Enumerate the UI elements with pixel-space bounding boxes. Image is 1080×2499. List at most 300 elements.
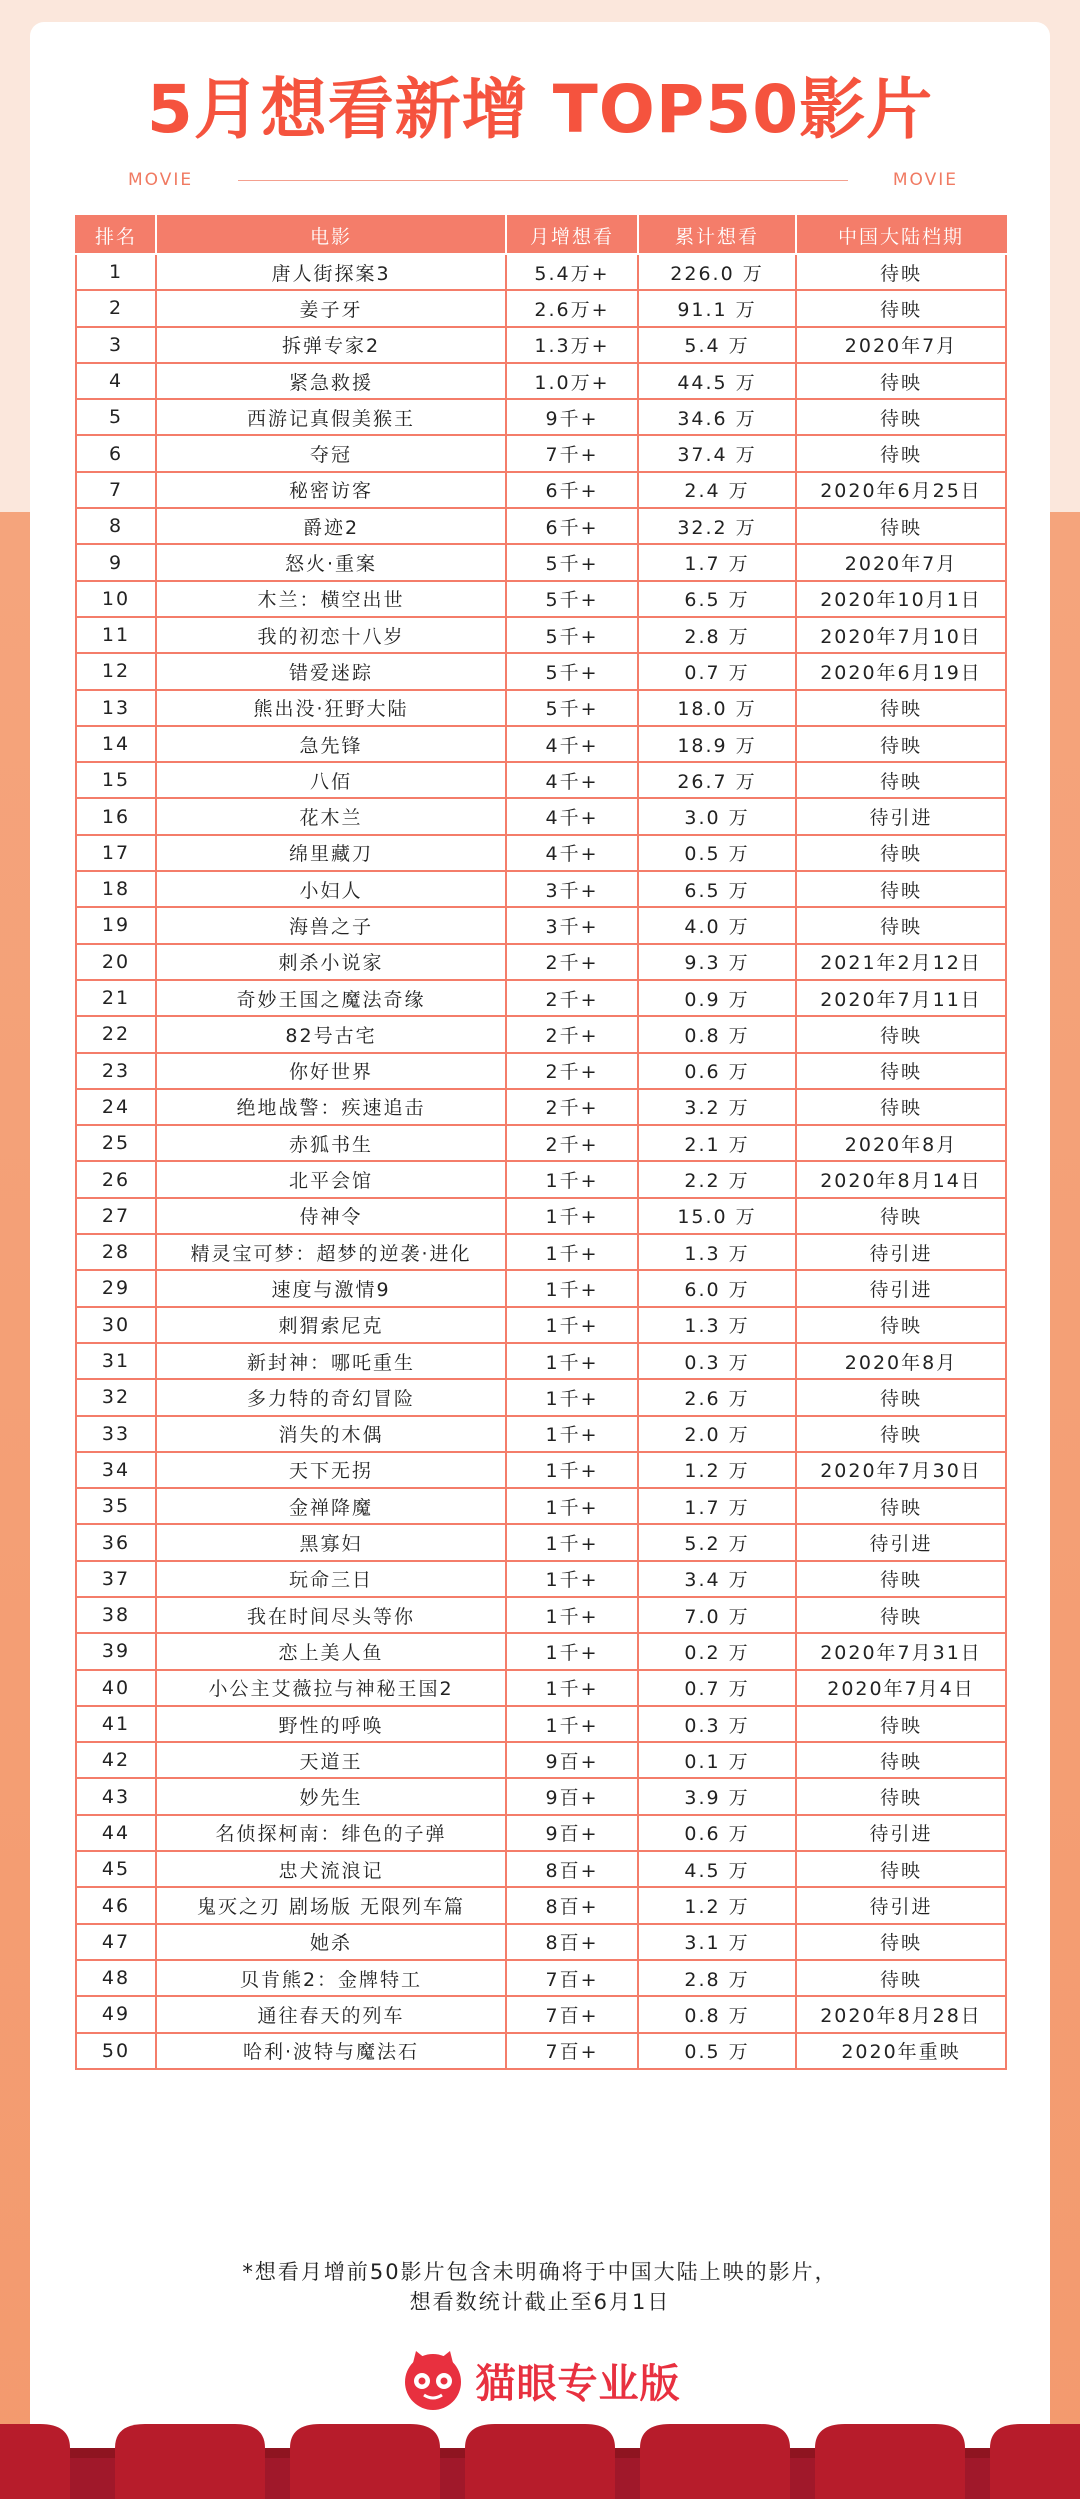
- monthly-wants-cell: 2千+: [506, 980, 638, 1016]
- total-wants-cell: 6.5 万: [638, 871, 796, 907]
- release-date-cell: 2020年重映: [796, 2033, 1006, 2069]
- movie-title-cell: 野性的呼唤: [156, 1706, 506, 1742]
- total-wants-cell: 32.2 万: [638, 508, 796, 544]
- total-wants-cell: 2.8 万: [638, 617, 796, 653]
- release-date-cell: 待映: [796, 835, 1006, 871]
- movie-title-cell: 玩命三日: [156, 1561, 506, 1597]
- total-wants-cell: 0.5 万: [638, 835, 796, 871]
- footnote: [30, 2257, 1050, 2317]
- release-date-cell: 待引进: [796, 1524, 1006, 1560]
- rank-cell: 37: [76, 1561, 156, 1597]
- release-date-cell: 待映: [796, 1706, 1006, 1742]
- rank-cell: 9: [76, 544, 156, 580]
- total-wants-cell: 34.6 万: [638, 399, 796, 435]
- movie-title-cell: 通往春天的列车: [156, 1996, 506, 2032]
- rank-cell: 21: [76, 980, 156, 1016]
- monthly-wants-cell: 1千+: [506, 1270, 638, 1306]
- table-row: [76, 690, 1006, 726]
- rank-cell: 42: [76, 1742, 156, 1778]
- movie-divider: [128, 170, 958, 190]
- rank-cell: 15: [76, 762, 156, 798]
- release-date-cell: 待映: [796, 1198, 1006, 1234]
- release-date-cell: 待映: [796, 1089, 1006, 1125]
- monthly-wants-cell: 8百+: [506, 1924, 638, 1960]
- release-date-cell: 待映: [796, 1416, 1006, 1452]
- col-header-movie: 电影: [156, 216, 506, 254]
- table-row: [76, 1488, 1006, 1524]
- movie-title-cell: 你好世界: [156, 1053, 506, 1089]
- release-date-cell: 2020年7月10日: [796, 617, 1006, 653]
- monthly-wants-cell: 1千+: [506, 1488, 638, 1524]
- release-date-cell: 待映: [796, 762, 1006, 798]
- total-wants-cell: 9.3 万: [638, 944, 796, 980]
- movie-title-cell: 精灵宝可梦：超梦的逆袭·进化: [156, 1234, 506, 1270]
- table-row: [76, 254, 1006, 290]
- total-wants-cell: 3.9 万: [638, 1778, 796, 1814]
- table-row: [76, 1706, 1006, 1742]
- total-wants-cell: 37.4 万: [638, 435, 796, 471]
- table-row: [76, 1960, 1006, 1996]
- rank-cell: 2: [76, 290, 156, 326]
- monthly-wants-cell: 6千+: [506, 472, 638, 508]
- cinema-seats-decoration: [0, 2418, 1080, 2499]
- table-row: [76, 980, 1006, 1016]
- release-date-cell: 待映: [796, 254, 1006, 290]
- movie-title-cell: 赤狐书生: [156, 1125, 506, 1161]
- table-row: [76, 1996, 1006, 2032]
- total-wants-cell: 1.2 万: [638, 1452, 796, 1488]
- release-date-cell: 待映: [796, 1307, 1006, 1343]
- rank-cell: 28: [76, 1234, 156, 1270]
- monthly-wants-cell: 9千+: [506, 399, 638, 435]
- rank-cell: 47: [76, 1924, 156, 1960]
- table-row: [76, 472, 1006, 508]
- rank-cell: 46: [76, 1887, 156, 1923]
- movie-title-cell: 西游记真假美猴王: [156, 399, 506, 435]
- table-row: [76, 1561, 1006, 1597]
- total-wants-cell: 2.8 万: [638, 1960, 796, 1996]
- total-wants-cell: 2.4 万: [638, 472, 796, 508]
- rank-cell: 11: [76, 617, 156, 653]
- release-date-cell: 待映: [796, 1561, 1006, 1597]
- total-wants-cell: 6.0 万: [638, 1270, 796, 1306]
- rank-cell: 5: [76, 399, 156, 435]
- table-row: [76, 871, 1006, 907]
- rank-cell: 45: [76, 1851, 156, 1887]
- movie-title-cell: 名侦探柯南：绯色的子弹: [156, 1815, 506, 1851]
- monthly-wants-cell: 1千+: [506, 1452, 638, 1488]
- monthly-wants-cell: 1千+: [506, 1379, 638, 1415]
- table-row: [76, 1524, 1006, 1560]
- total-wants-cell: 3.1 万: [638, 1924, 796, 1960]
- total-wants-cell: 15.0 万: [638, 1198, 796, 1234]
- monthly-wants-cell: 7百+: [506, 2033, 638, 2069]
- movie-title-cell: 哈利·波特与魔法石: [156, 2033, 506, 2069]
- table-row: [76, 1307, 1006, 1343]
- total-wants-cell: 2.2 万: [638, 1161, 796, 1197]
- movie-title-cell: 天下无拐: [156, 1452, 506, 1488]
- monthly-wants-cell: 2.6万+: [506, 290, 638, 326]
- rank-cell: 13: [76, 690, 156, 726]
- brand-logo: [30, 2347, 1050, 2417]
- rank-cell: 32: [76, 1379, 156, 1415]
- movie-title-cell: 刺猬索尼克: [156, 1307, 506, 1343]
- total-wants-cell: 2.6 万: [638, 1379, 796, 1415]
- movie-title-cell: 八佰: [156, 762, 506, 798]
- table-row: [76, 1742, 1006, 1778]
- movie-title-cell: 新封神：哪吒重生: [156, 1343, 506, 1379]
- movie-title-cell: 奇妙王国之魔法奇缘: [156, 980, 506, 1016]
- movie-title-cell: 天道王: [156, 1742, 506, 1778]
- movie-title-cell: 花木兰: [156, 798, 506, 834]
- monthly-wants-cell: 5千+: [506, 690, 638, 726]
- table-row: [76, 1234, 1006, 1270]
- rank-cell: 19: [76, 907, 156, 943]
- release-date-cell: 2020年6月25日: [796, 472, 1006, 508]
- brand-name: 猫眼专业版: [475, 2360, 681, 2407]
- release-date-cell: 待映: [796, 726, 1006, 762]
- movie-title-cell: 北平会馆: [156, 1161, 506, 1197]
- table-row: [76, 1670, 1006, 1706]
- movie-title-cell: 金禅降魔: [156, 1488, 506, 1524]
- rank-cell: 14: [76, 726, 156, 762]
- movie-title-cell: 妙先生: [156, 1778, 506, 1814]
- movie-title-cell: 绵里藏刀: [156, 835, 506, 871]
- movie-title-cell: 我在时间尽头等你: [156, 1597, 506, 1633]
- monthly-wants-cell: 1千+: [506, 1161, 638, 1197]
- release-date-cell: 待映: [796, 399, 1006, 435]
- release-date-cell: 2020年7月: [796, 327, 1006, 363]
- table-row: [76, 1778, 1006, 1814]
- col-header-monthly-wants: 月增想看: [506, 216, 638, 254]
- release-date-cell: 待引进: [796, 1815, 1006, 1851]
- release-date-cell: 2020年8月: [796, 1125, 1006, 1161]
- rank-cell: 26: [76, 1161, 156, 1197]
- col-header-total-wants: 累计想看: [638, 216, 796, 254]
- table-row: [76, 1016, 1006, 1052]
- table-row: [76, 1198, 1006, 1234]
- rank-cell: 35: [76, 1488, 156, 1524]
- total-wants-cell: 5.2 万: [638, 1524, 796, 1560]
- movie-title-cell: 鬼灭之刃 剧场版 无限列车篇: [156, 1887, 506, 1923]
- table-row: [76, 327, 1006, 363]
- total-wants-cell: 18.0 万: [638, 690, 796, 726]
- rank-cell: 3: [76, 327, 156, 363]
- total-wants-cell: 1.3 万: [638, 1234, 796, 1270]
- release-date-cell: 待映: [796, 690, 1006, 726]
- table-row: [76, 399, 1006, 435]
- rank-cell: 7: [76, 472, 156, 508]
- movie-title-cell: 怒火·重案: [156, 544, 506, 580]
- release-date-cell: 待映: [796, 1778, 1006, 1814]
- table-header-row: [76, 216, 1006, 254]
- rank-cell: 36: [76, 1524, 156, 1560]
- table-row: [76, 1597, 1006, 1633]
- total-wants-cell: 0.7 万: [638, 653, 796, 689]
- table-row: [76, 762, 1006, 798]
- divider-rule: [238, 180, 848, 181]
- table-row: [76, 1089, 1006, 1125]
- total-wants-cell: 0.9 万: [638, 980, 796, 1016]
- rank-cell: 18: [76, 871, 156, 907]
- rank-cell: 49: [76, 1996, 156, 2032]
- rank-cell: 4: [76, 363, 156, 399]
- table-row: [76, 1125, 1006, 1161]
- table-row: [76, 508, 1006, 544]
- rank-cell: 39: [76, 1633, 156, 1669]
- movie-label-left: MOVIE: [128, 170, 194, 190]
- rank-cell: 6: [76, 435, 156, 471]
- table-row: [76, 2033, 1006, 2069]
- table-row: [76, 907, 1006, 943]
- monthly-wants-cell: 3千+: [506, 907, 638, 943]
- total-wants-cell: 1.2 万: [638, 1887, 796, 1923]
- total-wants-cell: 0.3 万: [638, 1343, 796, 1379]
- rank-cell: 10: [76, 581, 156, 617]
- rank-cell: 8: [76, 508, 156, 544]
- total-wants-cell: 3.2 万: [638, 1089, 796, 1125]
- page-title: 5月想看新增 TOP50影片: [146, 71, 934, 148]
- movie-title-cell: 82号古宅: [156, 1016, 506, 1052]
- col-header-rank: 排名: [76, 216, 156, 254]
- movie-title-cell: 错爱迷踪: [156, 653, 506, 689]
- table-row: [76, 1887, 1006, 1923]
- table-row: [76, 544, 1006, 580]
- monthly-wants-cell: 4千+: [506, 726, 638, 762]
- table-row: [76, 1053, 1006, 1089]
- monthly-wants-cell: 5千+: [506, 544, 638, 580]
- total-wants-cell: 0.3 万: [638, 1706, 796, 1742]
- release-date-cell: 2020年7月30日: [796, 1452, 1006, 1488]
- rank-cell: 38: [76, 1597, 156, 1633]
- monthly-wants-cell: 9百+: [506, 1815, 638, 1851]
- monthly-wants-cell: 5千+: [506, 617, 638, 653]
- monthly-wants-cell: 2千+: [506, 1016, 638, 1052]
- monthly-wants-cell: 1千+: [506, 1524, 638, 1560]
- rank-cell: 12: [76, 653, 156, 689]
- release-date-cell: 2020年7月11日: [796, 980, 1006, 1016]
- release-date-cell: 待映: [796, 435, 1006, 471]
- monthly-wants-cell: 4千+: [506, 762, 638, 798]
- movie-title-cell: 恋上美人鱼: [156, 1633, 506, 1669]
- release-date-cell: 待映: [796, 363, 1006, 399]
- movie-title-cell: 侍神令: [156, 1198, 506, 1234]
- release-date-cell: 待引进: [796, 1887, 1006, 1923]
- monthly-wants-cell: 1千+: [506, 1234, 638, 1270]
- rank-cell: 41: [76, 1706, 156, 1742]
- total-wants-cell: 0.8 万: [638, 1996, 796, 2032]
- release-date-cell: 2020年8月28日: [796, 1996, 1006, 2032]
- total-wants-cell: 5.4 万: [638, 327, 796, 363]
- rank-cell: 16: [76, 798, 156, 834]
- total-wants-cell: 1.7 万: [638, 544, 796, 580]
- release-date-cell: 2020年7月31日: [796, 1633, 1006, 1669]
- movie-title-cell: 贝肯熊2：金牌特工: [156, 1960, 506, 1996]
- movie-title-cell: 夺冠: [156, 435, 506, 471]
- table-body: [76, 254, 1006, 2069]
- monthly-wants-cell: 2千+: [506, 1125, 638, 1161]
- movie-title-cell: 小妇人: [156, 871, 506, 907]
- monthly-wants-cell: 5.4万+: [506, 254, 638, 290]
- movie-label-right: MOVIE: [892, 170, 958, 190]
- release-date-cell: 待映: [796, 290, 1006, 326]
- total-wants-cell: 2.0 万: [638, 1416, 796, 1452]
- table-row: [76, 435, 1006, 471]
- total-wants-cell: 3.0 万: [638, 798, 796, 834]
- rank-cell: 24: [76, 1089, 156, 1125]
- rank-cell: 50: [76, 2033, 156, 2069]
- release-date-cell: 待映: [796, 508, 1006, 544]
- monthly-wants-cell: 5千+: [506, 653, 638, 689]
- release-date-cell: 2020年6月19日: [796, 653, 1006, 689]
- release-date-cell: 待映: [796, 1851, 1006, 1887]
- release-date-cell: 2020年7月: [796, 544, 1006, 580]
- movie-title-cell: 消失的木偶: [156, 1416, 506, 1452]
- table-row: [76, 1452, 1006, 1488]
- monthly-wants-cell: 4千+: [506, 798, 638, 834]
- table-row: [76, 1161, 1006, 1197]
- table-row: [76, 1633, 1006, 1669]
- monthly-wants-cell: 5千+: [506, 581, 638, 617]
- movie-title-cell: 熊出没·狂野大陆: [156, 690, 506, 726]
- movie-title-cell: 姜子牙: [156, 290, 506, 326]
- movie-title-cell: 速度与激情9: [156, 1270, 506, 1306]
- monthly-wants-cell: 1千+: [506, 1706, 638, 1742]
- release-date-cell: 2021年2月12日: [796, 944, 1006, 980]
- rank-cell: 33: [76, 1416, 156, 1452]
- movie-title-cell: 我的初恋十八岁: [156, 617, 506, 653]
- table-row: [76, 1270, 1006, 1306]
- monthly-wants-cell: 7百+: [506, 1996, 638, 2032]
- monthly-wants-cell: 6千+: [506, 508, 638, 544]
- table-row: [76, 581, 1006, 617]
- total-wants-cell: 7.0 万: [638, 1597, 796, 1633]
- total-wants-cell: 1.3 万: [638, 1307, 796, 1343]
- movie-title-cell: 唐人街探案3: [156, 254, 506, 290]
- movie-title-cell: 忠犬流浪记: [156, 1851, 506, 1887]
- total-wants-cell: 6.5 万: [638, 581, 796, 617]
- table-row: [76, 1379, 1006, 1415]
- movie-title-cell: 拆弹专家2: [156, 327, 506, 363]
- release-date-cell: 待映: [796, 871, 1006, 907]
- table-row: [76, 653, 1006, 689]
- total-wants-cell: 2.1 万: [638, 1125, 796, 1161]
- total-wants-cell: 18.9 万: [638, 726, 796, 762]
- monthly-wants-cell: 1千+: [506, 1343, 638, 1379]
- table-row: [76, 1815, 1006, 1851]
- total-wants-cell: 44.5 万: [638, 363, 796, 399]
- monthly-wants-cell: 1千+: [506, 1416, 638, 1452]
- table-row: [76, 944, 1006, 980]
- movie-title-cell: 多力特的奇幻冒险: [156, 1379, 506, 1415]
- movie-title-cell: 秘密访客: [156, 472, 506, 508]
- total-wants-cell: 0.1 万: [638, 1742, 796, 1778]
- total-wants-cell: 0.6 万: [638, 1815, 796, 1851]
- monthly-wants-cell: 1.0万+: [506, 363, 638, 399]
- movie-title-cell: 木兰：横空出世: [156, 581, 506, 617]
- rank-cell: 25: [76, 1125, 156, 1161]
- monthly-wants-cell: 8百+: [506, 1851, 638, 1887]
- col-header-release-date: 中国大陆档期: [796, 216, 1006, 254]
- cat-eye-logo-icon: [400, 2347, 466, 2413]
- footnote-line-1: *想看月增前50影片包含未明确将于中国大陆上映的影片，: [242, 2260, 838, 2284]
- movie-title-cell: 黑寡妇: [156, 1524, 506, 1560]
- rank-cell: 30: [76, 1307, 156, 1343]
- release-date-cell: 2020年10月1日: [796, 581, 1006, 617]
- rank-cell: 27: [76, 1198, 156, 1234]
- ranking-table: [75, 215, 1007, 2070]
- release-date-cell: 待映: [796, 1016, 1006, 1052]
- movie-title-cell: 绝地战警：疾速追击: [156, 1089, 506, 1125]
- monthly-wants-cell: 1千+: [506, 1561, 638, 1597]
- release-date-cell: 2020年8月14日: [796, 1161, 1006, 1197]
- monthly-wants-cell: 3千+: [506, 871, 638, 907]
- rank-cell: 17: [76, 835, 156, 871]
- release-date-cell: 待映: [796, 1960, 1006, 1996]
- release-date-cell: 待映: [796, 907, 1006, 943]
- release-date-cell: 待引进: [796, 1270, 1006, 1306]
- movie-title-cell: 爵迹2: [156, 508, 506, 544]
- monthly-wants-cell: 1千+: [506, 1307, 638, 1343]
- movie-title-cell: 紧急救援: [156, 363, 506, 399]
- movie-title-cell: 小公主艾薇拉与神秘王国2: [156, 1670, 506, 1706]
- monthly-wants-cell: 2千+: [506, 1053, 638, 1089]
- total-wants-cell: 1.7 万: [638, 1488, 796, 1524]
- release-date-cell: 待引进: [796, 798, 1006, 834]
- release-date-cell: 待引进: [796, 1234, 1006, 1270]
- rank-cell: 20: [76, 944, 156, 980]
- total-wants-cell: 0.6 万: [638, 1053, 796, 1089]
- monthly-wants-cell: 4千+: [506, 835, 638, 871]
- table-row: [76, 1416, 1006, 1452]
- monthly-wants-cell: 1.3万+: [506, 327, 638, 363]
- rank-cell: 1: [76, 254, 156, 290]
- table-row: [76, 290, 1006, 326]
- rank-cell: 23: [76, 1053, 156, 1089]
- monthly-wants-cell: 8百+: [506, 1887, 638, 1923]
- release-date-cell: 待映: [796, 1488, 1006, 1524]
- table-row: [76, 798, 1006, 834]
- table-row: [76, 835, 1006, 871]
- total-wants-cell: 3.4 万: [638, 1561, 796, 1597]
- monthly-wants-cell: 9百+: [506, 1742, 638, 1778]
- rank-cell: 29: [76, 1270, 156, 1306]
- release-date-cell: 待映: [796, 1053, 1006, 1089]
- movie-title-cell: 海兽之子: [156, 907, 506, 943]
- monthly-wants-cell: 7千+: [506, 435, 638, 471]
- monthly-wants-cell: 1千+: [506, 1198, 638, 1234]
- monthly-wants-cell: 9百+: [506, 1778, 638, 1814]
- movie-title-cell: 刺杀小说家: [156, 944, 506, 980]
- monthly-wants-cell: 1千+: [506, 1597, 638, 1633]
- table-row: [76, 726, 1006, 762]
- total-wants-cell: 0.2 万: [638, 1633, 796, 1669]
- total-wants-cell: 4.0 万: [638, 907, 796, 943]
- release-date-cell: 待映: [796, 1597, 1006, 1633]
- rank-cell: 44: [76, 1815, 156, 1851]
- release-date-cell: 2020年8月: [796, 1343, 1006, 1379]
- total-wants-cell: 4.5 万: [638, 1851, 796, 1887]
- total-wants-cell: 0.8 万: [638, 1016, 796, 1052]
- footnote-line-2: 想看数统计截止至6月1日: [409, 2290, 671, 2314]
- rank-cell: 43: [76, 1778, 156, 1814]
- release-date-cell: 待映: [796, 1742, 1006, 1778]
- rank-cell: 31: [76, 1343, 156, 1379]
- monthly-wants-cell: 2千+: [506, 1089, 638, 1125]
- total-wants-cell: 26.7 万: [638, 762, 796, 798]
- table-row: [76, 1924, 1006, 1960]
- total-wants-cell: 0.5 万: [638, 2033, 796, 2069]
